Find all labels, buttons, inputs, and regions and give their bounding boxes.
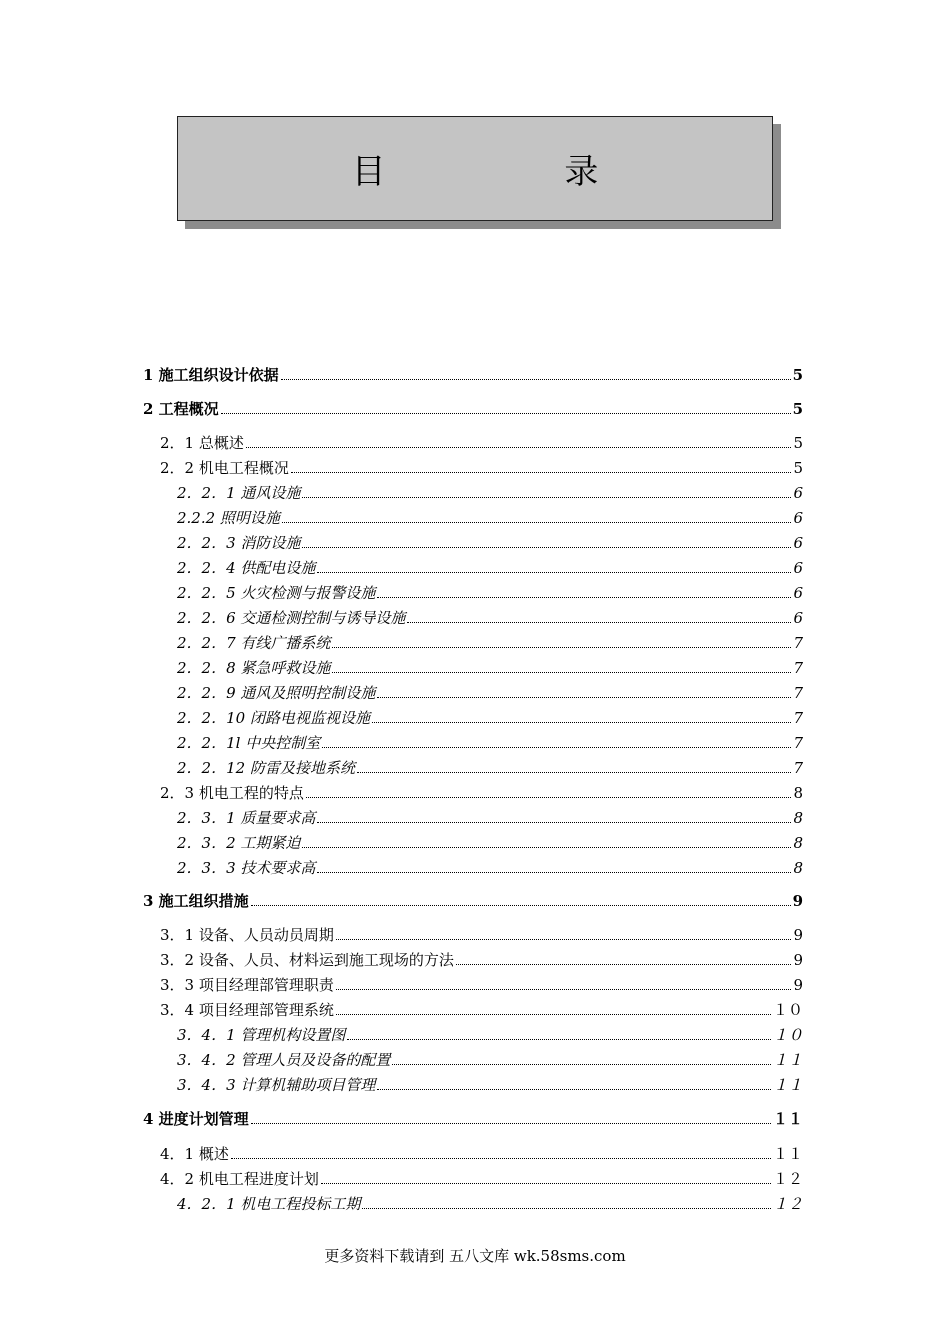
- toc-leader-dots: [377, 696, 791, 698]
- toc-entry[interactable]: [177, 680, 803, 702]
- toc-entry-label: 4．2．1 机电工程投标工期: [177, 1195, 361, 1213]
- toc-leader-dots: [372, 721, 792, 723]
- toc-leader-dots: [336, 1013, 771, 1015]
- footer-text: 更多资料下载请到 五八文库 wk.58sms.com: [324, 1247, 626, 1265]
- toc-entry[interactable]: [177, 505, 803, 527]
- toc-entry-page: 7: [793, 709, 803, 727]
- toc-entry[interactable]: [177, 805, 803, 827]
- toc-entry[interactable]: [177, 580, 803, 602]
- toc-entry-label: 2．2．9 通风及照明控制设施: [177, 684, 376, 702]
- toc-entry-page: 9: [792, 892, 803, 910]
- toc-leader-dots: [281, 378, 791, 380]
- toc-entry-label: 2．2．8 紧急呼救设施: [177, 659, 331, 677]
- toc-entry[interactable]: [160, 1166, 803, 1188]
- toc-leader-dots: [306, 796, 792, 798]
- toc-entry-label: 1 施工组织设计依据: [143, 366, 279, 384]
- toc-entry[interactable]: [160, 922, 803, 944]
- toc-entry-label: 3．3 项目经理部管理职责: [160, 976, 334, 994]
- toc-entry-page: １１: [772, 1051, 803, 1069]
- toc-entry-page: 8: [793, 784, 803, 802]
- toc-entry-page: １２: [772, 1170, 803, 1188]
- toc-entry[interactable]: [177, 1022, 803, 1044]
- toc-entry-page: 8: [793, 809, 803, 827]
- toc-leader-dots: [332, 671, 791, 673]
- toc-entry-label: 2．3．3 技术要求高: [177, 859, 316, 877]
- toc-entry-label: 3．4 项目经理部管理系统: [160, 1001, 334, 1019]
- toc-entry[interactable]: [160, 1141, 803, 1163]
- toc-leader-dots: [377, 1088, 771, 1090]
- toc-leader-dots: [407, 621, 791, 623]
- toc-entry[interactable]: [177, 1072, 803, 1094]
- toc-entry[interactable]: [177, 655, 803, 677]
- toc-leader-dots: [302, 846, 791, 848]
- toc-entry-page: 7: [793, 659, 803, 677]
- toc-entry[interactable]: [177, 1191, 803, 1213]
- toc-entry-page: 7: [793, 759, 803, 777]
- toc-entry-page: １１: [772, 1110, 803, 1128]
- toc-entry[interactable]: [160, 780, 803, 802]
- toc-entry-page: 5: [793, 459, 803, 477]
- toc-entry-label: 3．4．2 管理人员及设备的配置: [177, 1051, 391, 1069]
- toc-leader-dots: [362, 1207, 771, 1209]
- toc-leader-dots: [317, 821, 791, 823]
- toc-leader-dots: [302, 546, 791, 548]
- toc-entry-page: 6: [793, 609, 803, 627]
- toc-leader-dots: [317, 871, 791, 873]
- page-title: 目 录: [351, 152, 683, 192]
- toc-entry-label: 2．3 机电工程的特点: [160, 784, 304, 802]
- toc-entry[interactable]: [177, 480, 803, 502]
- toc-entry-page: 5: [792, 366, 803, 384]
- toc-entry[interactable]: [143, 396, 803, 418]
- toc-entry-label: 3．4．3 计算机辅助项目管理: [177, 1076, 376, 1094]
- toc-entry-label: 2．2．6 交通检测控制与诱导设施: [177, 609, 406, 627]
- toc-entry[interactable]: [177, 830, 803, 852]
- toc-entry-label: 3．1 设备、人员动员周期: [160, 926, 334, 944]
- toc-entry-page: 9: [793, 976, 803, 994]
- toc-entry-page: 7: [793, 684, 803, 702]
- toc-entry-page: １０: [772, 1001, 803, 1019]
- toc-entry[interactable]: [177, 730, 803, 752]
- toc-leader-dots: [231, 1157, 771, 1159]
- toc-entry-label: 2．2．5 火灾检测与报警设施: [177, 584, 376, 602]
- toc-entry[interactable]: [143, 362, 803, 384]
- toc-entry-label: 2．3．1 质量要求高: [177, 809, 316, 827]
- toc-entry-page: １１: [772, 1145, 803, 1163]
- toc-entry[interactable]: [177, 555, 803, 577]
- toc-entry-label: 2．2．1 通风设施: [177, 484, 301, 502]
- toc-entry-page: 6: [793, 534, 803, 552]
- toc-entry-label: 3 施工组织措施: [143, 892, 249, 910]
- toc-leader-dots: [282, 521, 792, 523]
- toc-entry[interactable]: [177, 705, 803, 727]
- toc-entry[interactable]: [160, 947, 803, 969]
- toc-leader-dots: [317, 571, 791, 573]
- toc-entry-page: 8: [793, 834, 803, 852]
- toc-entry[interactable]: [160, 997, 803, 1019]
- toc-leader-dots: [322, 746, 791, 748]
- toc-leader-dots: [291, 471, 792, 473]
- toc-entry-label: 2．2．7 有线广播系统: [177, 634, 331, 652]
- toc-entry-label: 2．2．4 供配电设施: [177, 559, 316, 577]
- toc-entry-label: 2．2．12 防雷及接地系统: [177, 759, 355, 777]
- toc-entry[interactable]: [177, 755, 803, 777]
- toc-entry-label: 2．2．1l 中央控制室: [177, 734, 321, 752]
- toc-leader-dots: [221, 412, 791, 414]
- toc-entry-page: 5: [792, 400, 803, 418]
- toc-entry-label: 2．2 机电工程概况: [160, 459, 289, 477]
- toc-leader-dots: [347, 1038, 771, 1040]
- toc-leader-dots: [321, 1182, 771, 1184]
- toc-leader-dots: [336, 988, 792, 990]
- toc-entry[interactable]: [143, 1106, 803, 1128]
- toc-entry[interactable]: [160, 430, 803, 452]
- toc-entry-label: 2．2．10 闭路电视监视设施: [177, 709, 370, 727]
- toc-entry-page: 7: [793, 634, 803, 652]
- toc-leader-dots: [357, 771, 792, 773]
- toc-entry-page: 5: [793, 434, 803, 452]
- toc-entry-page: 6: [793, 484, 803, 502]
- toc-entry-label: 2．3．2 工期紧迫: [177, 834, 301, 852]
- toc-entry[interactable]: [177, 1047, 803, 1069]
- toc-entry-page: 6: [793, 584, 803, 602]
- toc-leader-dots: [251, 1122, 771, 1124]
- toc-entry[interactable]: [177, 630, 803, 652]
- toc-entry-label: 2．2．3 消防设施: [177, 534, 301, 552]
- toc-entry-label: 3．4．1 管理机构设置图: [177, 1026, 346, 1044]
- toc-entry-page: １０: [772, 1026, 803, 1044]
- toc-leader-dots: [246, 446, 792, 448]
- toc-leader-dots: [251, 904, 791, 906]
- toc-entry[interactable]: [177, 530, 803, 552]
- toc-entry[interactable]: [177, 605, 803, 627]
- toc-entry-page: 8: [793, 859, 803, 877]
- toc-entry-label: 2 工程概况: [143, 400, 219, 418]
- toc-entry-page: 9: [793, 951, 803, 969]
- toc-leader-dots: [377, 596, 791, 598]
- toc-leader-dots: [336, 938, 792, 940]
- toc-entry-page: １１: [772, 1076, 803, 1094]
- toc-leader-dots: [302, 496, 791, 498]
- toc-entry-label: 4．2 机电工程进度计划: [160, 1170, 319, 1188]
- toc-leader-dots: [392, 1063, 771, 1065]
- toc-entry-label: 4．1 概述: [160, 1145, 229, 1163]
- toc-entry-label: 3．2 设备、人员、材料运到施工现场的方法: [160, 951, 454, 969]
- toc-entry-label: 2．1 总概述: [160, 434, 244, 452]
- title-box: [177, 116, 773, 221]
- toc-entry-page: 7: [793, 734, 803, 752]
- toc-entry-label: 4 进度计划管理: [143, 1110, 249, 1128]
- toc-entry-page: 6: [793, 509, 803, 527]
- toc-entry-page: １２: [772, 1195, 803, 1213]
- toc-entry[interactable]: [160, 972, 803, 994]
- toc-leader-dots: [332, 646, 791, 648]
- toc-entry-label: 2.2.2 照明设施: [177, 509, 280, 527]
- toc-entry-page: 6: [793, 559, 803, 577]
- toc-entry[interactable]: [143, 888, 803, 910]
- toc-entry[interactable]: [177, 855, 803, 877]
- toc-entry-page: 9: [793, 926, 803, 944]
- toc-leader-dots: [456, 963, 792, 965]
- toc-entry[interactable]: [160, 455, 803, 477]
